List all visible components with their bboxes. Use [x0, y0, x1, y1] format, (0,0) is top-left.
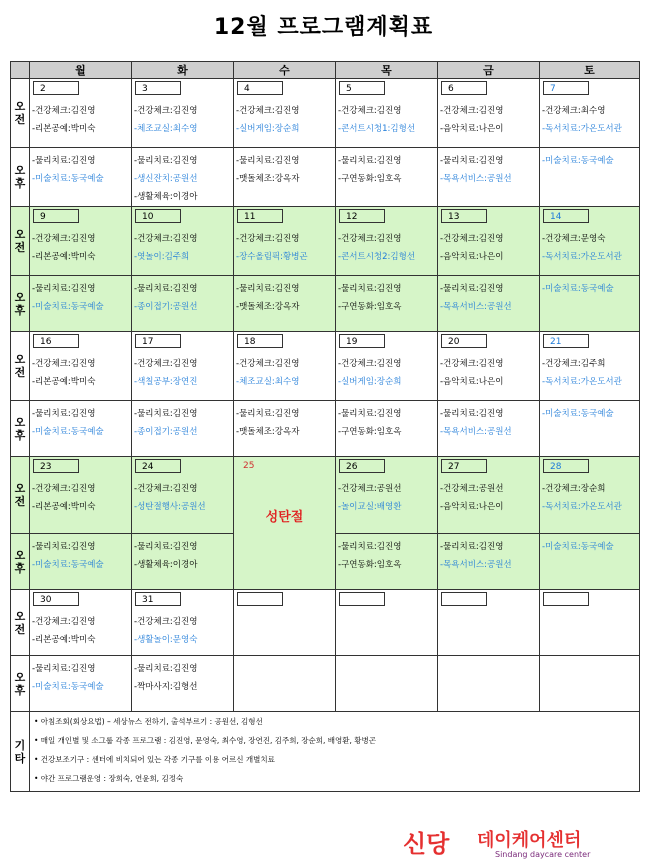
notes-label-char: 타 [14, 751, 26, 765]
date-number: 27 [441, 459, 487, 473]
program-item: -실버게임:장순희 [236, 124, 300, 134]
note-line: • 건강보조기구 : 센터에 비치되어 있는 각종 기구를 이용 어르신 개별치료 [34, 755, 275, 764]
day-header: 금 [438, 62, 540, 79]
program-item: -물리치료:김진영 [134, 284, 198, 294]
day-cell [30, 79, 132, 148]
day-cell [336, 332, 438, 401]
day-cell [30, 457, 132, 534]
day-cell [438, 207, 540, 276]
day-header: 월 [30, 62, 132, 79]
period-char: 오 [14, 548, 26, 562]
period-char: 전 [14, 366, 26, 379]
period-char: 오 [14, 100, 26, 113]
program-item: -생신잔치:공원선 [134, 174, 198, 184]
date-number: 6 [441, 81, 487, 95]
day-cell [132, 656, 234, 712]
week-5-am-row [11, 590, 640, 656]
period-char: 전 [14, 622, 26, 636]
day-cell [540, 148, 640, 207]
program-item: -물리치료:김진영 [338, 542, 402, 552]
day-cell [132, 401, 234, 457]
date-number: 30 [33, 592, 79, 606]
day-header-row [11, 62, 640, 79]
day-cell [336, 276, 438, 332]
program-item: -맷돌체조:강옥자 [236, 427, 300, 437]
date-number: 11 [237, 209, 283, 223]
program-item: -물리치료:김진영 [134, 409, 198, 419]
day-cell [540, 332, 640, 401]
program-item: -건강체크:김진영 [32, 106, 96, 116]
note-line: • 아침조회(회상요법) – 세상뉴스 전하기, 출석부르기 : 공원선, 김형선 [34, 717, 263, 726]
day-cell [336, 590, 438, 656]
program-item: -종이접기:공원선 [134, 302, 198, 312]
program-item: -구연동화:임호옥 [338, 427, 402, 437]
day-cell [540, 401, 640, 457]
program-item: -맷돌체조:강옥자 [236, 302, 300, 312]
day-cell [30, 401, 132, 457]
period-char: 오 [14, 670, 26, 684]
day-cell [132, 79, 234, 148]
date-number: 3 [135, 81, 181, 95]
program-item: -건강체크:김진영 [440, 234, 504, 244]
period-char: 오 [14, 353, 26, 366]
period-label-am [11, 79, 30, 148]
program-item: -물리치료:김진영 [32, 156, 96, 166]
period-label-pm [11, 276, 30, 332]
day-cell [30, 590, 132, 656]
day-cell [234, 79, 336, 148]
date-number: 10 [135, 209, 181, 223]
program-item: -건강체크:김진영 [32, 617, 96, 627]
program-item: -건강체크:공원선 [338, 484, 402, 494]
day-cell [438, 79, 540, 148]
holiday-label: 성탄절 [265, 510, 304, 525]
header-corner [11, 62, 30, 79]
date-number [543, 592, 589, 606]
day-cell [234, 148, 336, 207]
program-item: -건강체크:김진영 [338, 359, 402, 369]
week-3-am-row [11, 332, 640, 401]
notes-label-char: 기 [14, 738, 26, 752]
day-cell [438, 590, 540, 656]
day-header: 토 [540, 62, 640, 79]
program-schedule-table [10, 61, 640, 792]
date-number: 17 [135, 334, 181, 348]
day-cell [234, 590, 336, 656]
program-item: -건강체크:김진영 [440, 359, 504, 369]
program-item: -맷돌체조:강옥자 [236, 174, 300, 184]
date-number: 16 [33, 334, 79, 348]
program-item: -구연동화:임호옥 [338, 174, 402, 184]
day-cell [438, 457, 540, 534]
date-number: 21 [543, 334, 589, 348]
period-char: 후 [14, 177, 26, 190]
program-item: -건강체크:김진영 [134, 617, 198, 627]
period-label-am [11, 590, 30, 656]
week-1-pm-row [11, 148, 640, 207]
day-cell [438, 656, 540, 712]
program-item: -미술치료:동국예술 [32, 427, 104, 437]
program-item: -물리치료:김진영 [338, 409, 402, 419]
day-cell [30, 534, 132, 590]
day-cell [336, 207, 438, 276]
day-cell [234, 332, 336, 401]
week-4-am-row [11, 457, 640, 534]
date-number [441, 592, 487, 606]
program-item: -물리치료:김진영 [32, 284, 96, 294]
program-item: -건강체크:최수영 [542, 106, 606, 116]
program-item: -건강체크:김진영 [32, 359, 96, 369]
program-item: -생활체육:이경아 [134, 192, 198, 202]
day-cell [234, 457, 336, 590]
program-item: -목욕서비스:공원선 [440, 560, 512, 570]
date-number [339, 592, 385, 606]
day-cell [540, 79, 640, 148]
program-item: -생활체육:이경아 [134, 560, 198, 570]
date-number [237, 592, 283, 606]
program-item: -건강체크:김진영 [236, 359, 300, 369]
notes-cell [30, 712, 640, 792]
day-cell [540, 590, 640, 656]
notes-label [11, 712, 30, 792]
program-item: -독서치료:가온도서관 [542, 124, 622, 134]
note-line: • 야간 프로그램운영 : 장희숙, 연윤희, 김정숙 [34, 774, 184, 783]
period-char: 후 [14, 683, 26, 697]
program-item: -체조교실:최수영 [236, 377, 300, 387]
program-item: -물리치료:김진영 [32, 664, 96, 674]
program-item: -놀이교실:배영환 [338, 502, 402, 512]
period-char: 오 [14, 609, 26, 623]
program-item: -건강체크:김진영 [134, 484, 198, 494]
program-item: -미술치료:동국예술 [32, 682, 104, 692]
week-1-am-row [11, 79, 640, 148]
program-item: -목욕서비스:공원선 [440, 302, 512, 312]
day-cell [30, 276, 132, 332]
day-header: 수 [234, 62, 336, 79]
program-item: -건강체크:김진영 [338, 106, 402, 116]
program-item: -목욕서비스:공원선 [440, 427, 512, 437]
date-number: 7 [543, 81, 589, 95]
period-char: 전 [14, 113, 26, 126]
program-item: -건강체크:김진영 [134, 359, 198, 369]
day-cell [234, 656, 336, 712]
week-2-am-row [11, 207, 640, 276]
day-cell [438, 276, 540, 332]
program-item: -종이접기:공원선 [134, 427, 198, 437]
program-item: -건강체크:김진영 [236, 234, 300, 244]
date-number: 28 [543, 459, 589, 473]
program-item: -구연동화:임호옥 [338, 302, 402, 312]
program-item: -미술치료:동국예술 [32, 302, 104, 312]
program-item: -건강체크:김진영 [32, 484, 96, 494]
date-number: 25 [243, 461, 255, 471]
day-cell [540, 207, 640, 276]
period-char: 후 [14, 561, 26, 575]
day-cell [234, 276, 336, 332]
program-item: -리본공예:박미숙 [32, 635, 96, 645]
page-title: 12월 프로그램계획표 [213, 15, 434, 40]
day-cell [132, 148, 234, 207]
program-item: -물리치료:김진영 [440, 284, 504, 294]
program-item: -건강체크:김주희 [542, 359, 606, 369]
logo-sub-text: 데이케어센터 [477, 830, 582, 851]
program-item: -건강체크:문영숙 [542, 234, 606, 244]
day-cell [30, 207, 132, 276]
program-item: -미술치료:동국예술 [32, 174, 104, 184]
date-number: 4 [237, 81, 283, 95]
date-number: 19 [339, 334, 385, 348]
program-item: -물리치료:김진영 [440, 542, 504, 552]
date-number: 9 [33, 209, 79, 223]
date-number: 5 [339, 81, 385, 95]
program-item: -물리치료:김진영 [134, 664, 198, 674]
program-item: -물리치료:김진영 [440, 156, 504, 166]
program-item: -색칠공부:장연진 [134, 377, 198, 387]
day-cell [132, 332, 234, 401]
period-char: 오 [14, 415, 26, 429]
program-item: -미술치료:동국예술 [542, 409, 614, 419]
period-label-pm [11, 148, 30, 207]
period-char: 후 [14, 428, 26, 442]
day-cell [336, 148, 438, 207]
program-item: -구연동화:임호옥 [338, 560, 402, 570]
program-item: -콘서트시청1:김형선 [338, 124, 416, 134]
program-item: -건강체크:김진영 [338, 234, 402, 244]
program-item: -건강체크:김진영 [134, 106, 198, 116]
program-item: -음악치료:나은이 [440, 502, 504, 512]
date-number: 18 [237, 334, 283, 348]
date-number: 20 [441, 334, 487, 348]
program-item: -건강체크:김진영 [440, 106, 504, 116]
program-item: -건강체크:김진영 [32, 234, 96, 244]
day-header: 목 [336, 62, 438, 79]
day-cell [438, 401, 540, 457]
day-cell [234, 207, 336, 276]
day-header: 화 [132, 62, 234, 79]
day-cell [336, 79, 438, 148]
program-item: -성탄절행사:공원선 [134, 502, 206, 512]
period-label-pm [11, 401, 30, 457]
date-number: 12 [339, 209, 385, 223]
week-2-pm-row [11, 276, 640, 332]
program-item: -짝마사지:김형선 [134, 682, 198, 692]
date-number: 23 [33, 459, 79, 473]
program-item: -건강체크:장순희 [542, 484, 606, 494]
week-3-pm-row [11, 401, 640, 457]
period-char: 오 [14, 228, 26, 241]
logo-english-text: Sindang daycare center [495, 850, 591, 859]
day-cell [336, 401, 438, 457]
day-cell [30, 332, 132, 401]
program-item: -엿놀이:김주희 [134, 252, 190, 262]
period-label-pm [11, 656, 30, 712]
period-char: 전 [14, 241, 26, 254]
day-cell [132, 207, 234, 276]
day-cell [540, 276, 640, 332]
period-label-am [11, 207, 30, 276]
date-number: 31 [135, 592, 181, 606]
program-item: -체조교실:최수영 [134, 124, 198, 134]
period-label-pm [11, 534, 30, 590]
program-item: -물리치료:김진영 [236, 409, 300, 419]
date-number: 2 [33, 81, 79, 95]
program-item: -미술치료:동국예술 [542, 542, 614, 552]
logo-main-text: 신당 [403, 830, 450, 858]
day-cell [336, 656, 438, 712]
program-item: -목욕서비스:공원선 [440, 174, 512, 184]
program-item: -물리치료:김진영 [32, 409, 96, 419]
period-char: 오 [14, 164, 26, 177]
program-item: -물리치료:김진영 [236, 284, 300, 294]
program-item: -생활놀이:문영숙 [134, 635, 198, 645]
program-item: -건강체크:김진영 [236, 106, 300, 116]
day-cell [132, 534, 234, 590]
day-cell [438, 534, 540, 590]
day-cell [438, 332, 540, 401]
day-cell [336, 534, 438, 590]
program-item: -물리치료:김진영 [338, 156, 402, 166]
period-char: 오 [14, 482, 26, 495]
program-item: -리본공예:박미숙 [32, 377, 96, 387]
program-item: -물리치료:김진영 [134, 542, 198, 552]
note-line: • 매일 개인별 및 소그룹 각종 프로그램 : 김진영, 문영숙, 최수영, 장연진, 김주희, 장순희, 배영환, 황병곤 [34, 736, 376, 745]
day-cell [132, 457, 234, 534]
date-number: 24 [135, 459, 181, 473]
program-item: -건강체크:김진영 [134, 234, 198, 244]
period-char: 후 [14, 303, 26, 317]
program-item: -미술치료:동국예술 [32, 560, 104, 570]
week-5-pm-row [11, 656, 640, 712]
program-item: -미술치료:동국예술 [542, 284, 614, 294]
period-label-am [11, 332, 30, 401]
program-item: -물리치료:김진영 [134, 156, 198, 166]
program-item: -실버게임:장순희 [338, 377, 402, 387]
program-item: -독서치료:가온도서관 [542, 377, 622, 387]
program-item: -건강체크:공원선 [440, 484, 504, 494]
date-number: 26 [339, 459, 385, 473]
program-item: -물리치료:김진영 [440, 409, 504, 419]
program-item: -장수올림픽:황병곤 [236, 252, 308, 262]
program-item: -리본공예:박미숙 [32, 252, 96, 262]
day-cell [234, 401, 336, 457]
day-cell [336, 457, 438, 534]
program-item: -독서치료:가온도서관 [542, 252, 622, 262]
day-cell [438, 148, 540, 207]
program-item: -리본공예:박미숙 [32, 502, 96, 512]
day-cell [540, 534, 640, 590]
day-cell [540, 656, 640, 712]
program-item: -물리치료:김진영 [236, 156, 300, 166]
period-label-am [11, 457, 30, 534]
date-number: 14 [543, 209, 589, 223]
program-item: -독서치료:가온도서관 [542, 502, 622, 512]
center-logo [403, 824, 633, 864]
period-char: 전 [14, 495, 26, 508]
program-item: -물리치료:김진영 [32, 542, 96, 552]
date-number: 13 [441, 209, 487, 223]
program-item: -콘서트시청2:김형선 [338, 252, 416, 262]
program-item: -음악치료:나은이 [440, 124, 504, 134]
program-item: -음악치료:나은이 [440, 252, 504, 262]
day-cell [132, 276, 234, 332]
program-item: -미술치료:동국예술 [542, 156, 614, 166]
program-item: -물리치료:김진영 [338, 284, 402, 294]
day-cell [540, 457, 640, 534]
period-char: 오 [14, 290, 26, 304]
day-cell [30, 656, 132, 712]
day-cell [30, 148, 132, 207]
day-cell [132, 590, 234, 656]
program-item: -리본공예:박미숙 [32, 124, 96, 134]
notes-row [11, 712, 640, 792]
program-item: -음악치료:나은이 [440, 377, 504, 387]
